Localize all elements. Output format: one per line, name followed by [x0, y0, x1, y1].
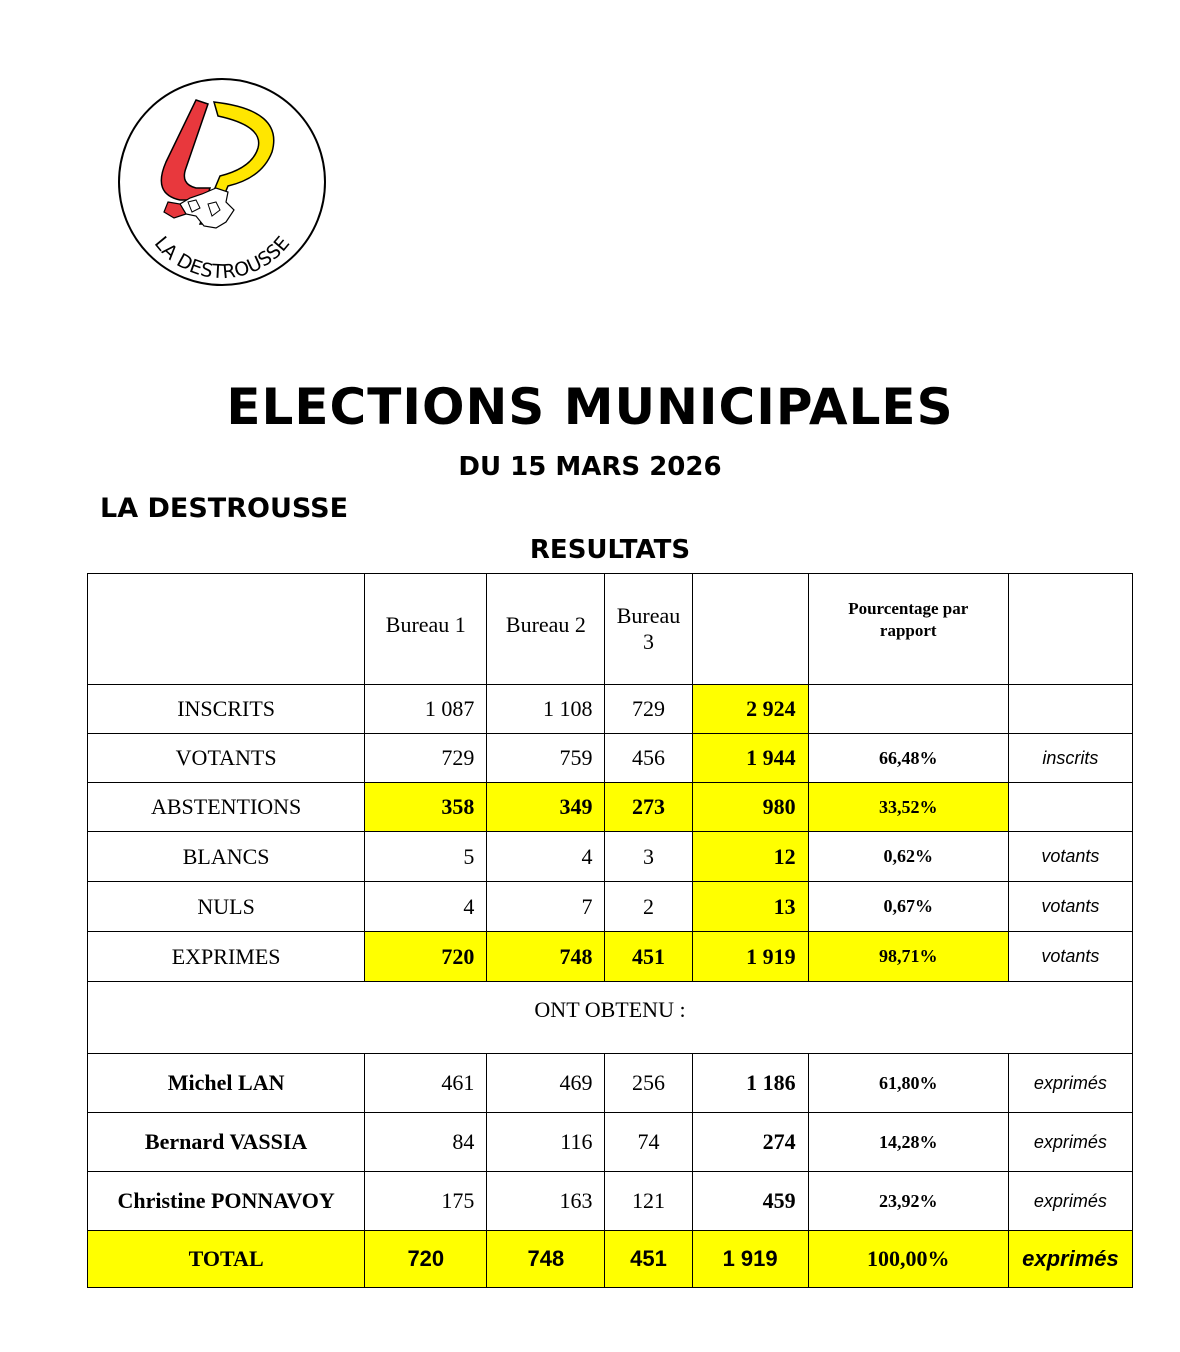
- cell-bureau-1: 358: [365, 783, 487, 832]
- results-heading: RESULTATS: [529, 535, 691, 565]
- header-bureau-2: Bureau 2: [487, 574, 605, 685]
- cell-reference: [1008, 685, 1132, 734]
- header-bureau-1: Bureau 1: [365, 574, 487, 685]
- cell-bureau-1: 4: [365, 882, 487, 932]
- cell-reference: exprimés: [1008, 1172, 1132, 1231]
- cell-bureau-2: 116: [487, 1113, 605, 1172]
- cell-bureau-1: 720: [365, 932, 487, 982]
- cell-bureau-1: 729: [365, 734, 487, 783]
- candidate-row-bernard-vassia: [88, 1113, 1133, 1172]
- cell-bureau-3: 2: [605, 882, 692, 932]
- cell-total: 1 919: [692, 932, 808, 982]
- total-bureau-1: 720: [365, 1231, 487, 1288]
- row-nuls: [88, 882, 1133, 932]
- table-header-row: [88, 574, 1133, 685]
- cell-bureau-2: 163: [487, 1172, 605, 1231]
- row-exprimes: [88, 932, 1133, 982]
- header-bureau-3: Bureau 3: [605, 574, 692, 685]
- cell-bureau-1: 175: [365, 1172, 487, 1231]
- cell-percentage: 66,48%: [808, 734, 1008, 783]
- cell-bureau-2: 7: [487, 882, 605, 932]
- cell-percentage: 61,80%: [808, 1054, 1008, 1113]
- candidate-row-christine-ponnavoy: [88, 1172, 1133, 1231]
- row-label: NULS: [88, 882, 365, 932]
- total-total: 1 919: [692, 1231, 808, 1288]
- cell-reference: exprimés: [1008, 1113, 1132, 1172]
- cell-percentage: 23,92%: [808, 1172, 1008, 1231]
- la-destrousse-logo: [116, 76, 328, 288]
- total-reference: exprimés: [1008, 1231, 1132, 1288]
- cell-reference: votants: [1008, 932, 1132, 982]
- header-percentage: Pourcentage par rapport: [808, 574, 1008, 685]
- cell-percentage: 0,62%: [808, 832, 1008, 882]
- cell-bureau-3: 3: [605, 832, 692, 882]
- cell-total: 13: [692, 882, 808, 932]
- row-label: INSCRITS: [88, 685, 365, 734]
- total-percentage: 100,00%: [808, 1231, 1008, 1288]
- results-table: [87, 573, 1133, 1288]
- cell-reference: votants: [1008, 882, 1132, 932]
- cell-bureau-1: 84: [365, 1113, 487, 1172]
- cell-reference: inscrits: [1008, 734, 1132, 783]
- cell-reference: votants: [1008, 832, 1132, 882]
- cell-total: 1 944: [692, 734, 808, 783]
- total-bureau-2: 748: [487, 1231, 605, 1288]
- total-row: [88, 1231, 1133, 1288]
- cell-bureau-2: 4: [487, 832, 605, 882]
- cell-bureau-2: 1 108: [487, 685, 605, 734]
- cell-reference: [1008, 783, 1132, 832]
- row-abstentions: [88, 783, 1133, 832]
- cell-bureau-2: 469: [487, 1054, 605, 1113]
- cell-total: 12: [692, 832, 808, 882]
- cell-bureau-3: 74: [605, 1113, 692, 1172]
- section-label: ONT OBTENU :: [88, 982, 1133, 1054]
- cell-total: 2 924: [692, 685, 808, 734]
- cell-bureau-1: 1 087: [365, 685, 487, 734]
- cell-percentage: 98,71%: [808, 932, 1008, 982]
- cell-bureau-1: 5: [365, 832, 487, 882]
- candidate-name: Bernard VASSIA: [88, 1113, 365, 1172]
- section-row-ont-obtenu: [88, 982, 1133, 1054]
- cell-bureau-1: 461: [365, 1054, 487, 1113]
- candidate-name: Christine PONNAVOY: [88, 1172, 365, 1231]
- row-inscrits: [88, 685, 1133, 734]
- row-label: BLANCS: [88, 832, 365, 882]
- cell-percentage: [808, 685, 1008, 734]
- cell-total: 980: [692, 783, 808, 832]
- header-empty-cell: [88, 574, 365, 685]
- header-reference-empty-cell: [1008, 574, 1132, 685]
- cell-bureau-3: 121: [605, 1172, 692, 1231]
- cell-bureau-3: 256: [605, 1054, 692, 1113]
- cell-percentage: 33,52%: [808, 783, 1008, 832]
- row-label: ABSTENTIONS: [88, 783, 365, 832]
- total-bureau-3: 451: [605, 1231, 692, 1288]
- cell-reference: exprimés: [1008, 1054, 1132, 1113]
- cell-bureau-3: 451: [605, 932, 692, 982]
- cell-bureau-3: 729: [605, 685, 692, 734]
- cell-total: 274: [692, 1113, 808, 1172]
- cell-bureau-2: 349: [487, 783, 605, 832]
- header-total-empty-cell: [692, 574, 808, 685]
- row-label: EXPRIMES: [88, 932, 365, 982]
- candidate-row-michel-lan: [88, 1054, 1133, 1113]
- cell-total: 1 186: [692, 1054, 808, 1113]
- commune-name: LA DESTROUSSE: [100, 493, 349, 524]
- cell-bureau-2: 759: [487, 734, 605, 783]
- row-votants: [88, 734, 1133, 783]
- candidate-name: Michel LAN: [88, 1054, 365, 1113]
- cell-bureau-2: 748: [487, 932, 605, 982]
- cell-percentage: 14,28%: [808, 1113, 1008, 1172]
- page-title: ELECTIONS MUNICIPALES: [226, 378, 954, 436]
- cell-bureau-3: 273: [605, 783, 692, 832]
- cell-percentage: 0,67%: [808, 882, 1008, 932]
- cell-bureau-3: 456: [605, 734, 692, 783]
- total-label: TOTAL: [88, 1231, 365, 1288]
- row-label: VOTANTS: [88, 734, 365, 783]
- election-date: DU 15 MARS 2026: [458, 452, 722, 482]
- row-blancs: [88, 832, 1133, 882]
- cell-total: 459: [692, 1172, 808, 1231]
- logo-text: LA DESTROUSSE: [149, 232, 295, 284]
